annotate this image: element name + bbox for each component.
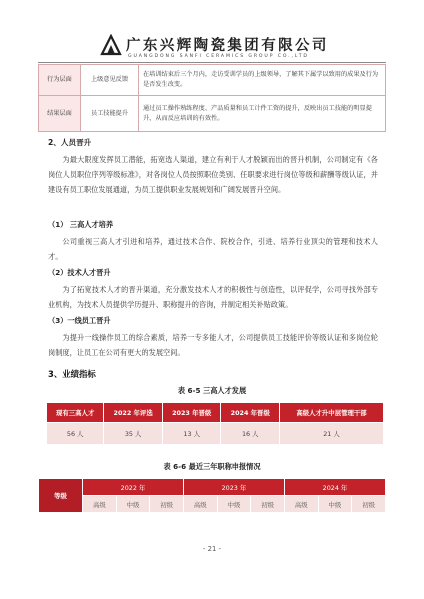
subsection-heading-tech: （2）技术人才晋升 (48, 268, 111, 277)
table-cell-desc: 在培训结束后三个月内，走访受训学员的上级领导，了解其下属学以致用的成果及行为是否发生改变。 (139, 65, 386, 96)
company-logo-icon (100, 34, 122, 56)
table-row (39, 65, 386, 96)
header-divider (38, 62, 386, 63)
table-cell: 16 人 (221, 423, 280, 445)
table-row (39, 96, 386, 132)
table-header-cell: 高级人才升中层管理干部 (280, 403, 384, 423)
table-header-cell: 现有三高人才 (47, 403, 104, 423)
table-caption-6-6: 表 6-6 最近三年职称申报情况 (163, 462, 261, 471)
subsection-heading-frontline: （3）一线员工晋升 (48, 316, 111, 325)
talent-development-table (46, 402, 384, 445)
company-name-cn: 广东兴辉陶瓷集团有限公司 (126, 38, 329, 54)
level-cell: 初级 (251, 496, 285, 513)
level-cell: 中级 (318, 496, 352, 513)
year-header-cell: 2022 年 (83, 479, 184, 496)
table-caption-6-5: 表 6-5 三高人才发展 (177, 386, 247, 395)
table-cell-desc: 通过员工操作熟练程度、产品质量和员工计件工资的提升，反映出员工技能的明显提升，从而反应培训的有效性。 (139, 96, 386, 132)
table-cell: 21 人 (280, 423, 384, 445)
title-application-table (38, 478, 386, 513)
subsection-heading-talent: （1） 三高人才培养 (48, 220, 114, 229)
level-cell: 高级 (183, 496, 217, 513)
section-heading-promotion: 2、人员晋升 (48, 138, 92, 147)
level-cell: 高级 (284, 496, 318, 513)
table-header-row (47, 403, 384, 423)
table-cell-item: 上级意见反馈 (81, 65, 139, 96)
table-row (39, 496, 386, 513)
page-number: - 21 - (203, 545, 221, 553)
tech-paragraph: 为了拓宽技术人才的晋升渠道，充分激发技术人才的积极性与创造性，以评促学，公司寻找外部专业机构，为技术人员提供学历提升、职称提升的咨询，并制定相关补贴政策。 (48, 285, 378, 309)
level-cell: 中级 (217, 496, 251, 513)
year-header-cell: 2024 年 (284, 479, 385, 496)
promotion-intro-paragraph: 为最大限度发挥员工潜能，拓宽选人渠道，建立有利于人才脱颖而出的晋升机制，公司制定有《各岗位人员职位序列等级标准》，对各岗位人员按照职位类别、任职要求进行岗位等级和薪酬等级认证，并建设有员工职位发展通道，为员工提供职业发展规划和广阔发展晋升空间。 (48, 155, 378, 194)
talent-paragraph: 公司重视三高人才引进和培养，通过技术合作、院校合作，引进、培养行业顶尖的管理和技术人才。 (48, 237, 378, 261)
table-header-row (39, 479, 386, 496)
table-header-cell: 2023 年晋级 (162, 403, 221, 423)
frontline-paragraph: 为提升一线操作员工的综合素质，培养一专多能人才，公司提供员工技能评价等级认证和多岗位轮岗制度，让员工在公司有更大的发展空间。 (48, 333, 378, 357)
table-cell: 35 人 (104, 423, 163, 445)
company-name-en: GUANGDONG SANFI CERAMICS GROUP CO.,LTD (128, 54, 309, 59)
training-evaluation-table (38, 64, 386, 132)
section-heading-performance: 3、业绩指标 (48, 369, 96, 379)
table-row (47, 423, 384, 445)
table-cell-level: 行为层面 (39, 65, 81, 96)
year-header-cell: 2023 年 (183, 479, 284, 496)
level-cell: 中级 (116, 496, 150, 513)
level-cell: 初级 (150, 496, 184, 513)
table-header-cell: 2022 年评选 (104, 403, 163, 423)
grade-header-cell: 等级 (39, 479, 83, 513)
table-header-cell: 2024 年晋级 (221, 403, 280, 423)
table-cell-level: 结果层面 (39, 96, 81, 132)
table-cell-item: 员工技能提升 (81, 96, 139, 132)
level-cell: 高级 (83, 496, 117, 513)
table-cell: 56 人 (47, 423, 104, 445)
table-cell: 13 人 (162, 423, 221, 445)
level-cell: 初级 (352, 496, 386, 513)
